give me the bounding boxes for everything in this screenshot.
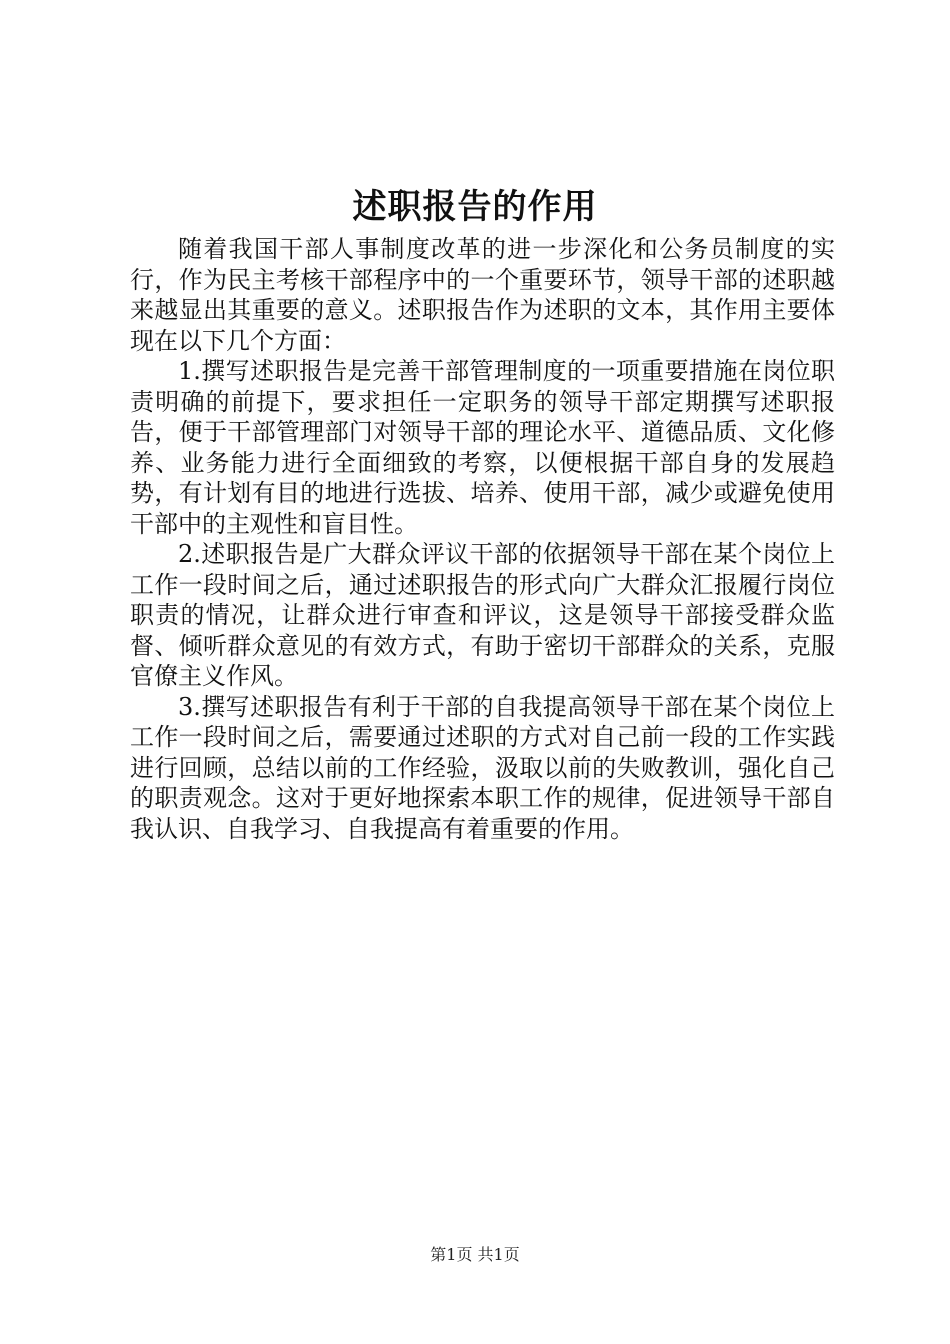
paragraph-point-2: 2.述职报告是广大群众评议干部的依据领导干部在某个岗位上工作一段时间之后，通过述职报告的形式向广大群众汇报履行岗位职责的情况，让群众进行审查和评议，这是领导干部接受群众监督、倾听群众意见的有效方式，有助于密切干部群众的关系，克服官僚主义作风。: [130, 540, 835, 690]
paragraph-intro: 随着我国干部人事制度改革的进一步深化和公务员制度的实行，作为民主考核干部程序中的一个重要环节，领导干部的述职越来越显出其重要的意义。述职报告作为述职的文本，其作用主要体现在以下几个方面：: [130, 235, 835, 355]
document-body: [130, 234, 835, 844]
document-title: 述职报告的作用: [352, 187, 598, 227]
paragraph-point-1: 1.撰写述职报告是完善干部管理制度的一项重要措施在岗位职责明确的前提下，要求担任一定职务的领导干部定期撰写述职报告，便于干部管理部门对领导干部的理论水平、道德品质、文化修养、业务能力进行全面细致的考察，以便根据干部自身的发展趋势，有计划有目的地进行选拔、培养、使用干部，减少或避免使用干部中的主观性和盲目性。: [130, 357, 835, 538]
page-footer: 第1页 共1页: [430, 1245, 520, 1264]
paragraph-point-3: 3.撰写述职报告有利于干部的自我提高领导干部在某个岗位上工作一段时间之后，需要通过述职的方式对自己前一段的工作实践进行回顾，总结以前的工作经验，汲取以前的失败教训，强化自己的职责观念。这对于更好地探索本职工作的规律，促进领导干部自我认识、自我学习、自我提高有着重要的作用。: [130, 692, 835, 843]
